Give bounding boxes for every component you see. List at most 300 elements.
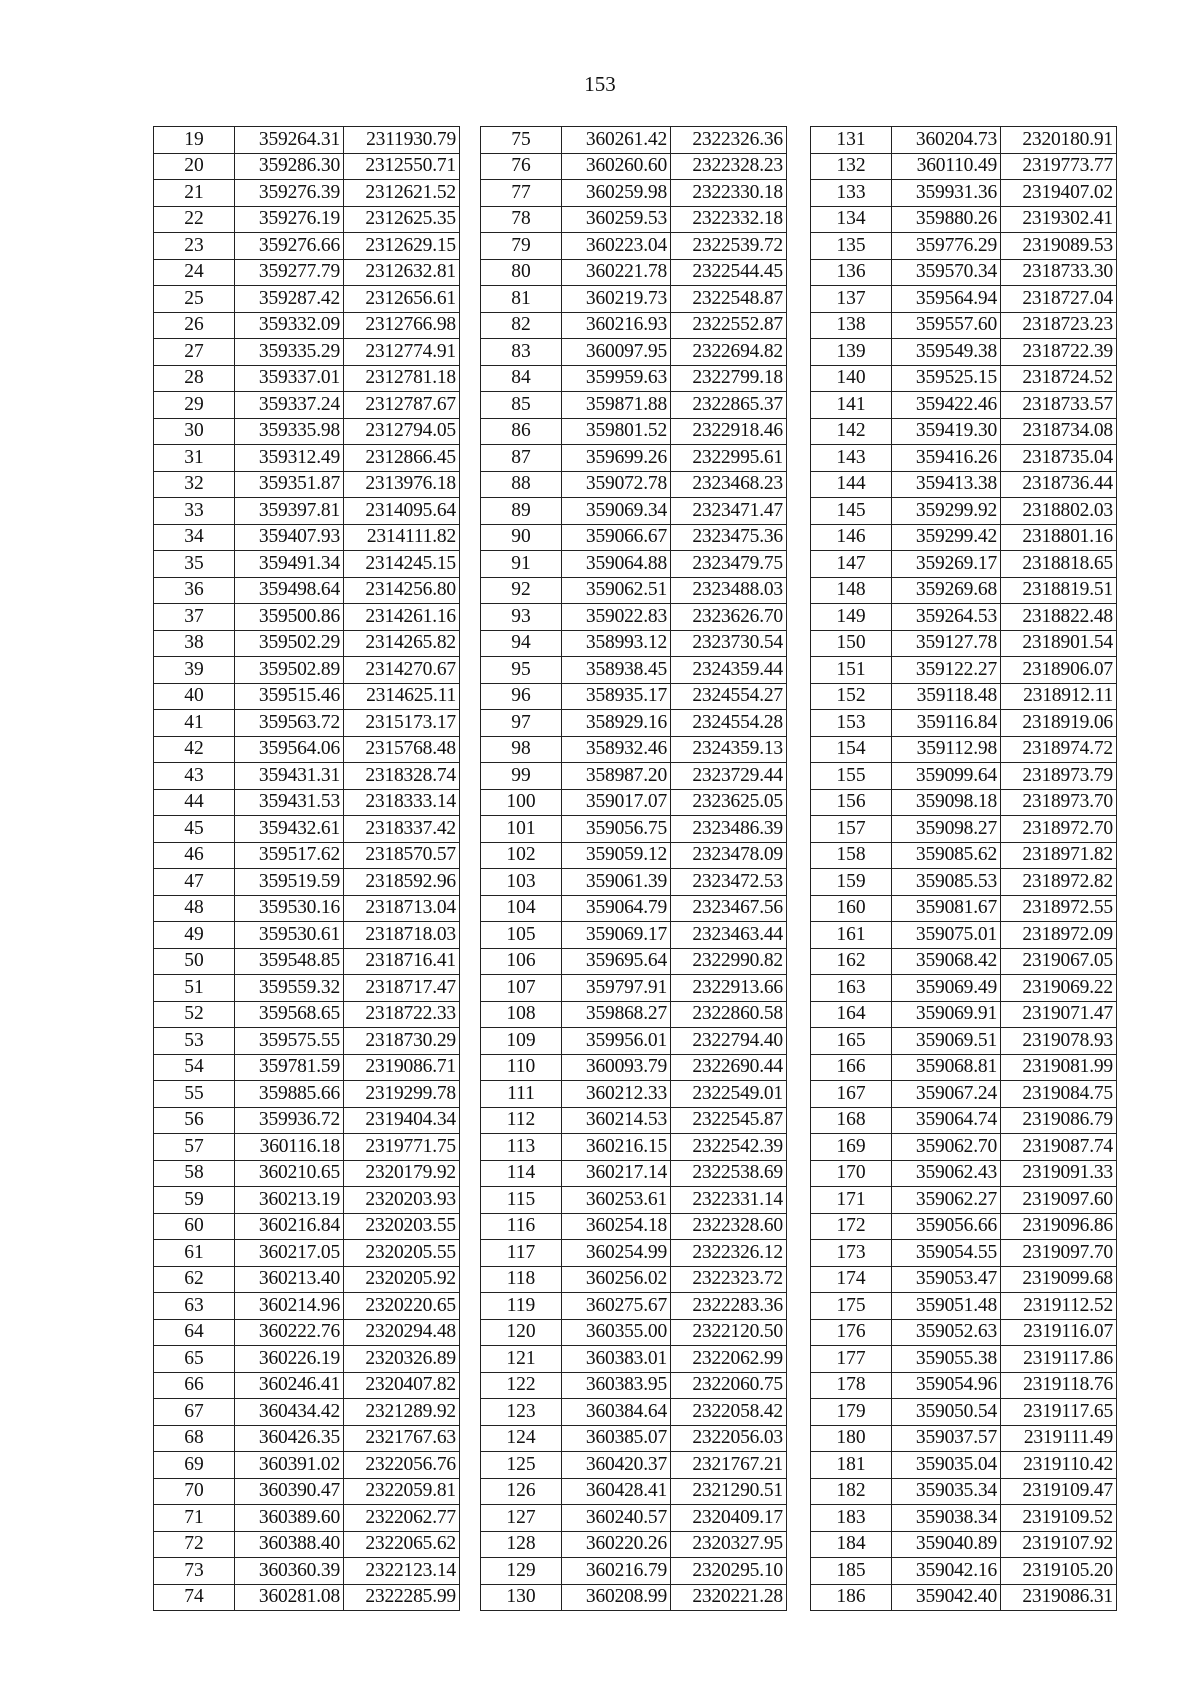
table-row xyxy=(811,922,1117,949)
point-number-cell: 88 xyxy=(481,471,562,498)
table-row xyxy=(154,1240,460,1267)
x-coordinate-cell: 360383.95 xyxy=(562,1372,671,1399)
y-coordinate-cell: 2322056.76 xyxy=(344,1452,460,1479)
table-row xyxy=(811,339,1117,366)
table-row xyxy=(154,286,460,313)
point-number-cell: 95 xyxy=(481,657,562,684)
y-coordinate-cell: 2322542.39 xyxy=(671,1134,787,1161)
y-coordinate-cell: 2322918.46 xyxy=(671,418,787,445)
y-coordinate-cell: 2319407.02 xyxy=(1001,180,1117,207)
table-row xyxy=(481,763,787,790)
y-coordinate-cell: 2312656.61 xyxy=(344,286,460,313)
point-number-cell: 69 xyxy=(154,1452,235,1479)
table-row xyxy=(811,1505,1117,1532)
point-number-cell: 83 xyxy=(481,339,562,366)
y-coordinate-cell: 2319089.53 xyxy=(1001,233,1117,260)
table-row xyxy=(154,683,460,710)
y-coordinate-cell: 2318735.04 xyxy=(1001,445,1117,472)
table-row xyxy=(154,1001,460,1028)
table-row xyxy=(481,1452,787,1479)
y-coordinate-cell: 2319117.65 xyxy=(1001,1399,1117,1426)
y-coordinate-cell: 2318723.23 xyxy=(1001,312,1117,339)
x-coordinate-cell: 359564.06 xyxy=(235,736,344,763)
table-row xyxy=(154,471,460,498)
x-coordinate-cell: 360254.18 xyxy=(562,1213,671,1240)
table-row xyxy=(154,710,460,737)
point-number-cell: 87 xyxy=(481,445,562,472)
x-coordinate-cell: 359332.09 xyxy=(235,312,344,339)
point-number-cell: 74 xyxy=(154,1584,235,1611)
y-coordinate-cell: 2319773.77 xyxy=(1001,153,1117,180)
x-coordinate-cell: 359931.36 xyxy=(892,180,1001,207)
x-coordinate-cell: 359517.62 xyxy=(235,842,344,869)
point-number-cell: 41 xyxy=(154,710,235,737)
point-number-cell: 177 xyxy=(811,1346,892,1373)
y-coordinate-cell: 2320294.48 xyxy=(344,1319,460,1346)
point-number-cell: 174 xyxy=(811,1266,892,1293)
table-row xyxy=(154,630,460,657)
table-row xyxy=(154,180,460,207)
table-row xyxy=(481,1081,787,1108)
y-coordinate-cell: 2322058.42 xyxy=(671,1399,787,1426)
table-row xyxy=(154,1399,460,1426)
y-coordinate-cell: 2312766.98 xyxy=(344,312,460,339)
table-row xyxy=(154,1452,460,1479)
x-coordinate-cell: 360261.42 xyxy=(562,127,671,154)
point-number-cell: 89 xyxy=(481,498,562,525)
point-number-cell: 31 xyxy=(154,445,235,472)
point-number-cell: 28 xyxy=(154,365,235,392)
x-coordinate-cell: 358993.12 xyxy=(562,630,671,657)
table-row xyxy=(154,524,460,551)
point-number-cell: 166 xyxy=(811,1054,892,1081)
y-coordinate-cell: 2322059.81 xyxy=(344,1478,460,1505)
point-number-cell: 33 xyxy=(154,498,235,525)
x-coordinate-cell: 359064.79 xyxy=(562,895,671,922)
y-coordinate-cell: 2320295.10 xyxy=(671,1558,787,1585)
page-number: 153 xyxy=(584,72,616,96)
y-coordinate-cell: 2318727.04 xyxy=(1001,286,1117,313)
y-coordinate-cell: 2314245.15 xyxy=(344,551,460,578)
point-number-cell: 101 xyxy=(481,816,562,843)
point-number-cell: 20 xyxy=(154,153,235,180)
point-number-cell: 179 xyxy=(811,1399,892,1426)
y-coordinate-cell: 2320221.28 xyxy=(671,1584,787,1611)
y-coordinate-cell: 2323478.09 xyxy=(671,842,787,869)
x-coordinate-cell: 360213.19 xyxy=(235,1187,344,1214)
table-row xyxy=(811,683,1117,710)
table-row xyxy=(811,869,1117,896)
table-row xyxy=(811,1425,1117,1452)
x-coordinate-cell: 359502.29 xyxy=(235,630,344,657)
table-row xyxy=(481,657,787,684)
y-coordinate-cell: 2311930.79 xyxy=(344,127,460,154)
y-coordinate-cell: 2318730.29 xyxy=(344,1028,460,1055)
y-coordinate-cell: 2323475.36 xyxy=(671,524,787,551)
point-number-cell: 161 xyxy=(811,922,892,949)
point-number-cell: 146 xyxy=(811,524,892,551)
table-row xyxy=(811,259,1117,286)
point-number-cell: 102 xyxy=(481,842,562,869)
y-coordinate-cell: 2322799.18 xyxy=(671,365,787,392)
table-row xyxy=(811,1134,1117,1161)
y-coordinate-cell: 2319067.05 xyxy=(1001,948,1117,975)
x-coordinate-cell: 360384.64 xyxy=(562,1399,671,1426)
x-coordinate-cell: 358987.20 xyxy=(562,763,671,790)
table-row xyxy=(481,948,787,975)
point-number-cell: 66 xyxy=(154,1372,235,1399)
table-row xyxy=(154,1187,460,1214)
y-coordinate-cell: 2319117.86 xyxy=(1001,1346,1117,1373)
y-coordinate-cell: 2318337.42 xyxy=(344,816,460,843)
point-number-cell: 133 xyxy=(811,180,892,207)
y-coordinate-cell: 2312629.15 xyxy=(344,233,460,260)
x-coordinate-cell: 359035.34 xyxy=(892,1478,1001,1505)
x-coordinate-cell: 359519.59 xyxy=(235,869,344,896)
x-coordinate-cell: 359407.93 xyxy=(235,524,344,551)
x-coordinate-cell: 358929.16 xyxy=(562,710,671,737)
table-row xyxy=(481,869,787,896)
point-number-cell: 94 xyxy=(481,630,562,657)
y-coordinate-cell: 2319105.20 xyxy=(1001,1558,1117,1585)
table-row xyxy=(481,1001,787,1028)
point-number-cell: 155 xyxy=(811,763,892,790)
point-number-cell: 61 xyxy=(154,1240,235,1267)
y-coordinate-cell: 2318802.03 xyxy=(1001,498,1117,525)
point-number-cell: 26 xyxy=(154,312,235,339)
table-row xyxy=(481,312,787,339)
y-coordinate-cell: 2320205.55 xyxy=(344,1240,460,1267)
point-number-cell: 164 xyxy=(811,1001,892,1028)
x-coordinate-cell: 360216.79 xyxy=(562,1558,671,1585)
x-coordinate-cell: 359695.64 xyxy=(562,948,671,975)
x-coordinate-cell: 360355.00 xyxy=(562,1319,671,1346)
point-number-cell: 32 xyxy=(154,471,235,498)
y-coordinate-cell: 2314256.80 xyxy=(344,577,460,604)
y-coordinate-cell: 2322545.87 xyxy=(671,1107,787,1134)
point-number-cell: 30 xyxy=(154,418,235,445)
point-number-cell: 85 xyxy=(481,392,562,419)
y-coordinate-cell: 2318972.09 xyxy=(1001,922,1117,949)
x-coordinate-cell: 359959.63 xyxy=(562,365,671,392)
table-row xyxy=(811,1160,1117,1187)
point-number-cell: 104 xyxy=(481,895,562,922)
y-coordinate-cell: 2319078.93 xyxy=(1001,1028,1117,1055)
point-number-cell: 35 xyxy=(154,551,235,578)
point-number-cell: 159 xyxy=(811,869,892,896)
x-coordinate-cell: 360216.93 xyxy=(562,312,671,339)
table-row xyxy=(154,763,460,790)
y-coordinate-cell: 2318592.96 xyxy=(344,869,460,896)
point-number-cell: 183 xyxy=(811,1505,892,1532)
x-coordinate-cell: 360253.61 xyxy=(562,1187,671,1214)
x-coordinate-cell: 360221.78 xyxy=(562,259,671,286)
x-coordinate-cell: 359335.98 xyxy=(235,418,344,445)
table-row xyxy=(811,180,1117,207)
y-coordinate-cell: 2322538.69 xyxy=(671,1160,787,1187)
point-number-cell: 111 xyxy=(481,1081,562,1108)
x-coordinate-cell: 360223.04 xyxy=(562,233,671,260)
x-coordinate-cell: 359062.27 xyxy=(892,1187,1001,1214)
point-number-cell: 24 xyxy=(154,259,235,286)
point-number-cell: 112 xyxy=(481,1107,562,1134)
point-number-cell: 157 xyxy=(811,816,892,843)
x-coordinate-cell: 360256.02 xyxy=(562,1266,671,1293)
table-row xyxy=(811,418,1117,445)
y-coordinate-cell: 2319069.22 xyxy=(1001,975,1117,1002)
x-coordinate-cell: 360434.42 xyxy=(235,1399,344,1426)
point-number-cell: 162 xyxy=(811,948,892,975)
point-number-cell: 64 xyxy=(154,1319,235,1346)
y-coordinate-cell: 2319109.52 xyxy=(1001,1505,1117,1532)
table-row xyxy=(811,127,1117,154)
x-coordinate-cell: 359055.38 xyxy=(892,1346,1001,1373)
table-row xyxy=(481,365,787,392)
point-number-cell: 68 xyxy=(154,1425,235,1452)
point-number-cell: 184 xyxy=(811,1531,892,1558)
table-row xyxy=(481,1107,787,1134)
x-coordinate-cell: 359413.38 xyxy=(892,471,1001,498)
point-number-cell: 60 xyxy=(154,1213,235,1240)
y-coordinate-cell: 2318974.72 xyxy=(1001,736,1117,763)
y-coordinate-cell: 2318822.48 xyxy=(1001,604,1117,631)
y-coordinate-cell: 2318819.51 xyxy=(1001,577,1117,604)
x-coordinate-cell: 359337.24 xyxy=(235,392,344,419)
point-number-cell: 140 xyxy=(811,365,892,392)
table-row xyxy=(154,1558,460,1585)
table-row xyxy=(154,1372,460,1399)
y-coordinate-cell: 2312621.52 xyxy=(344,180,460,207)
table-row xyxy=(481,551,787,578)
point-number-cell: 158 xyxy=(811,842,892,869)
point-number-cell: 178 xyxy=(811,1372,892,1399)
table-row xyxy=(481,206,787,233)
x-coordinate-cell: 360097.95 xyxy=(562,339,671,366)
y-coordinate-cell: 2318973.70 xyxy=(1001,789,1117,816)
y-coordinate-cell: 2322328.60 xyxy=(671,1213,787,1240)
table-row xyxy=(811,1372,1117,1399)
point-number-cell: 73 xyxy=(154,1558,235,1585)
x-coordinate-cell: 359062.51 xyxy=(562,577,671,604)
x-coordinate-cell: 359563.72 xyxy=(235,710,344,737)
x-coordinate-cell: 359564.94 xyxy=(892,286,1001,313)
y-coordinate-cell: 2322123.14 xyxy=(344,1558,460,1585)
x-coordinate-cell: 360212.33 xyxy=(562,1081,671,1108)
y-coordinate-cell: 2318722.33 xyxy=(344,1001,460,1028)
point-number-cell: 42 xyxy=(154,736,235,763)
table-row xyxy=(154,206,460,233)
y-coordinate-cell: 2319099.68 xyxy=(1001,1266,1117,1293)
x-coordinate-cell: 359530.16 xyxy=(235,895,344,922)
table-row xyxy=(811,1240,1117,1267)
x-coordinate-cell: 359085.53 xyxy=(892,869,1001,896)
table-row xyxy=(154,1293,460,1320)
table-row xyxy=(154,1213,460,1240)
point-number-cell: 54 xyxy=(154,1054,235,1081)
point-number-cell: 181 xyxy=(811,1452,892,1479)
y-coordinate-cell: 2320205.92 xyxy=(344,1266,460,1293)
y-coordinate-cell: 2323472.53 xyxy=(671,869,787,896)
y-coordinate-cell: 2322331.14 xyxy=(671,1187,787,1214)
y-coordinate-cell: 2324359.13 xyxy=(671,736,787,763)
x-coordinate-cell: 360428.41 xyxy=(562,1478,671,1505)
table-row xyxy=(811,736,1117,763)
point-number-cell: 122 xyxy=(481,1372,562,1399)
table-row xyxy=(811,365,1117,392)
y-coordinate-cell: 2321767.21 xyxy=(671,1452,787,1479)
y-coordinate-cell: 2319071.47 xyxy=(1001,1001,1117,1028)
y-coordinate-cell: 2314111.82 xyxy=(344,524,460,551)
point-number-cell: 109 xyxy=(481,1028,562,1055)
table-row xyxy=(154,1505,460,1532)
x-coordinate-cell: 359056.75 xyxy=(562,816,671,843)
coordinate-table-1 xyxy=(153,126,460,1611)
x-coordinate-cell: 359515.46 xyxy=(235,683,344,710)
table-row xyxy=(481,1584,787,1611)
y-coordinate-cell: 2320203.93 xyxy=(344,1187,460,1214)
x-coordinate-cell: 360222.76 xyxy=(235,1319,344,1346)
y-coordinate-cell: 2319404.34 xyxy=(344,1107,460,1134)
x-coordinate-cell: 359781.59 xyxy=(235,1054,344,1081)
x-coordinate-cell: 359118.48 xyxy=(892,683,1001,710)
point-number-cell: 154 xyxy=(811,736,892,763)
point-number-cell: 96 xyxy=(481,683,562,710)
point-number-cell: 58 xyxy=(154,1160,235,1187)
y-coordinate-cell: 2323479.75 xyxy=(671,551,787,578)
table-row xyxy=(154,1107,460,1134)
x-coordinate-cell: 360389.60 xyxy=(235,1505,344,1532)
x-coordinate-cell: 359069.34 xyxy=(562,498,671,525)
y-coordinate-cell: 2320326.89 xyxy=(344,1346,460,1373)
x-coordinate-cell: 359054.55 xyxy=(892,1240,1001,1267)
y-coordinate-cell: 2318972.55 xyxy=(1001,895,1117,922)
point-number-cell: 131 xyxy=(811,127,892,154)
x-coordinate-cell: 359069.17 xyxy=(562,922,671,949)
table-row xyxy=(481,736,787,763)
y-coordinate-cell: 2322860.58 xyxy=(671,1001,787,1028)
table-row xyxy=(481,1505,787,1532)
table-row xyxy=(811,975,1117,1002)
table-row xyxy=(481,1240,787,1267)
x-coordinate-cell: 360426.35 xyxy=(235,1425,344,1452)
point-number-cell: 103 xyxy=(481,869,562,896)
table-row xyxy=(154,551,460,578)
y-coordinate-cell: 2319302.41 xyxy=(1001,206,1117,233)
point-number-cell: 98 xyxy=(481,736,562,763)
table-row xyxy=(481,127,787,154)
point-number-cell: 165 xyxy=(811,1028,892,1055)
x-coordinate-cell: 360210.65 xyxy=(235,1160,344,1187)
table-row xyxy=(481,1213,787,1240)
table-row xyxy=(481,445,787,472)
y-coordinate-cell: 2319107.92 xyxy=(1001,1531,1117,1558)
table-row xyxy=(154,1478,460,1505)
x-coordinate-cell: 359276.19 xyxy=(235,206,344,233)
table-row xyxy=(481,630,787,657)
table-row xyxy=(481,233,787,260)
x-coordinate-cell: 360226.19 xyxy=(235,1346,344,1373)
point-number-cell: 37 xyxy=(154,604,235,631)
x-coordinate-cell: 360420.37 xyxy=(562,1452,671,1479)
y-coordinate-cell: 2322552.87 xyxy=(671,312,787,339)
x-coordinate-cell: 359068.81 xyxy=(892,1054,1001,1081)
point-number-cell: 59 xyxy=(154,1187,235,1214)
x-coordinate-cell: 360246.41 xyxy=(235,1372,344,1399)
table-row xyxy=(481,1134,787,1161)
x-coordinate-cell: 359491.34 xyxy=(235,551,344,578)
y-coordinate-cell: 2321290.51 xyxy=(671,1478,787,1505)
point-number-cell: 123 xyxy=(481,1399,562,1426)
table-row xyxy=(154,445,460,472)
y-coordinate-cell: 2324359.44 xyxy=(671,657,787,684)
x-coordinate-cell: 359264.53 xyxy=(892,604,1001,631)
table-row xyxy=(811,1213,1117,1240)
point-number-cell: 152 xyxy=(811,683,892,710)
point-number-cell: 107 xyxy=(481,975,562,1002)
y-coordinate-cell: 2314261.16 xyxy=(344,604,460,631)
x-coordinate-cell: 359416.26 xyxy=(892,445,1001,472)
coordinate-table-3 xyxy=(810,126,1117,1611)
y-coordinate-cell: 2319096.86 xyxy=(1001,1213,1117,1240)
table-row xyxy=(811,895,1117,922)
x-coordinate-cell: 360220.26 xyxy=(562,1531,671,1558)
table-row xyxy=(481,1372,787,1399)
x-coordinate-cell: 359056.66 xyxy=(892,1213,1001,1240)
y-coordinate-cell: 2322330.18 xyxy=(671,180,787,207)
y-coordinate-cell: 2320409.17 xyxy=(671,1505,787,1532)
table-row xyxy=(481,1028,787,1055)
x-coordinate-cell: 359419.30 xyxy=(892,418,1001,445)
table-row xyxy=(154,1028,460,1055)
y-coordinate-cell: 2320179.92 xyxy=(344,1160,460,1187)
x-coordinate-cell: 360259.98 xyxy=(562,180,671,207)
point-number-cell: 170 xyxy=(811,1160,892,1187)
table-row xyxy=(811,1558,1117,1585)
x-coordinate-cell: 359525.15 xyxy=(892,365,1001,392)
point-number-cell: 176 xyxy=(811,1319,892,1346)
point-number-cell: 182 xyxy=(811,1478,892,1505)
table-row xyxy=(154,392,460,419)
x-coordinate-cell: 360093.79 xyxy=(562,1054,671,1081)
point-number-cell: 130 xyxy=(481,1584,562,1611)
y-coordinate-cell: 2322865.37 xyxy=(671,392,787,419)
table-row xyxy=(154,657,460,684)
table-row xyxy=(154,1160,460,1187)
y-coordinate-cell: 2319086.79 xyxy=(1001,1107,1117,1134)
x-coordinate-cell: 360240.57 xyxy=(562,1505,671,1532)
table-row xyxy=(154,153,460,180)
x-coordinate-cell: 360217.14 xyxy=(562,1160,671,1187)
table-row xyxy=(811,1001,1117,1028)
x-coordinate-cell: 359287.42 xyxy=(235,286,344,313)
table-row xyxy=(154,842,460,869)
point-number-cell: 151 xyxy=(811,657,892,684)
y-coordinate-cell: 2315768.48 xyxy=(344,736,460,763)
table-row xyxy=(154,895,460,922)
point-number-cell: 113 xyxy=(481,1134,562,1161)
point-number-cell: 180 xyxy=(811,1425,892,1452)
point-number-cell: 76 xyxy=(481,153,562,180)
table-row xyxy=(154,127,460,154)
table-row xyxy=(811,842,1117,869)
y-coordinate-cell: 2322056.03 xyxy=(671,1425,787,1452)
x-coordinate-cell: 359276.39 xyxy=(235,180,344,207)
y-coordinate-cell: 2319299.78 xyxy=(344,1081,460,1108)
table-row xyxy=(481,339,787,366)
x-coordinate-cell: 359699.26 xyxy=(562,445,671,472)
x-coordinate-cell: 359040.89 xyxy=(892,1531,1001,1558)
x-coordinate-cell: 359052.63 xyxy=(892,1319,1001,1346)
